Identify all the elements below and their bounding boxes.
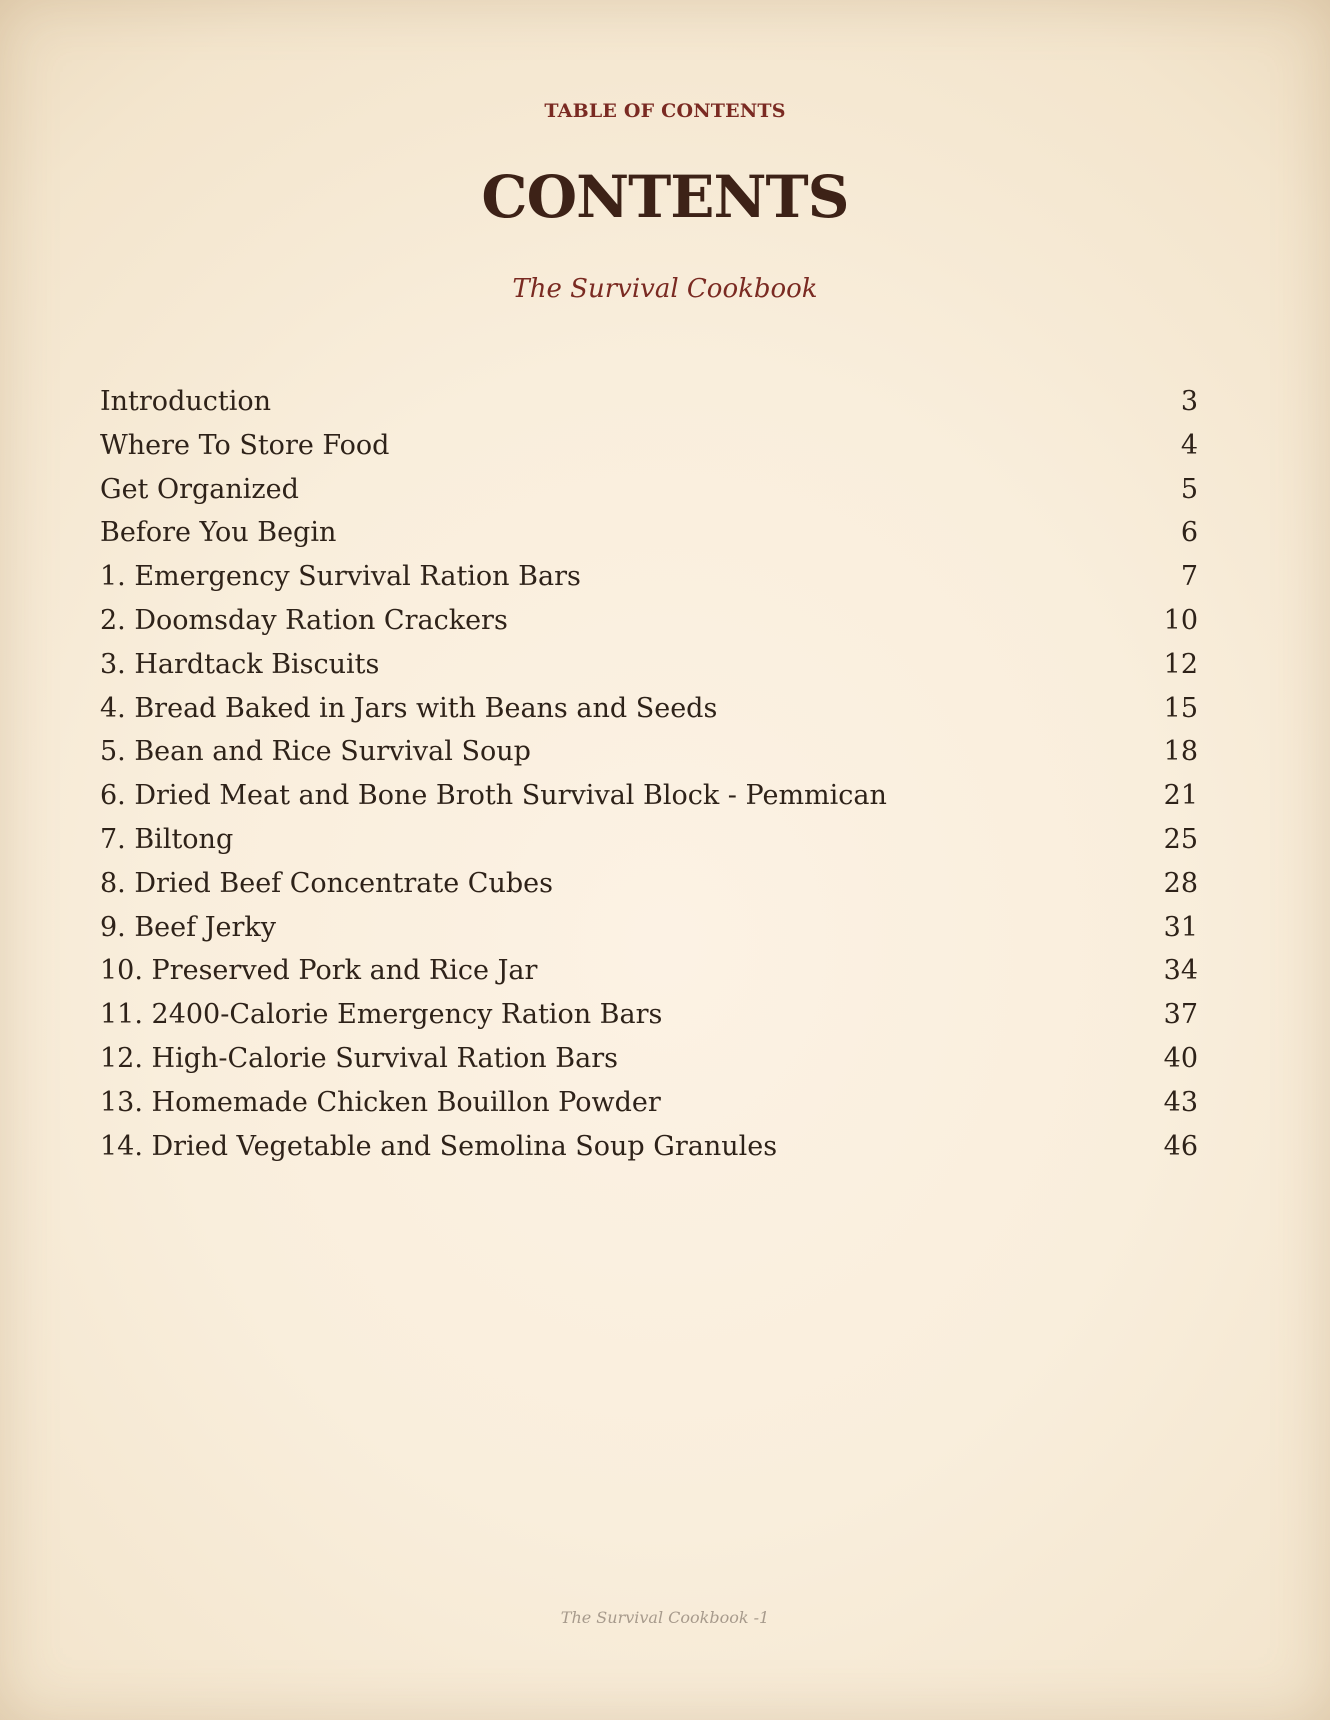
toc-entry-page-number: 34: [1163, 955, 1198, 987]
toc-entry-title: 6. Dried Meat and Bone Broth Survival Block - Pemmican: [100, 780, 887, 812]
toc-entry-title: 4. Bread Baked in Jars with Beans and Seeds: [100, 692, 718, 724]
toc-entry-page-number: 40: [1163, 1042, 1198, 1074]
toc-entry[interactable]: [100, 605, 1198, 649]
toc-entry[interactable]: [100, 912, 1198, 956]
toc-entry-title: 1. Emergency Survival Ration Bars: [100, 561, 581, 593]
toc-entry[interactable]: [100, 868, 1198, 912]
toc-entry-title: 12. High-Calorie Survival Ration Bars: [100, 1042, 618, 1074]
toc-entry-page-number: 3: [1180, 386, 1198, 417]
toc-entry[interactable]: [100, 780, 1198, 824]
toc-entry-page-number: 46: [1163, 1130, 1198, 1162]
toc-entry[interactable]: [100, 736, 1198, 780]
toc-entry[interactable]: [100, 693, 1198, 737]
toc-entry-page-number: 31: [1163, 911, 1198, 943]
toc-entry-page-number: 21: [1163, 780, 1198, 812]
toc-entry-title: 14. Dried Vegetable and Semolina Soup Granules: [100, 1130, 778, 1162]
toc-entry-title: Where To Store Food: [100, 429, 390, 461]
toc-entry-page-number: 5: [1180, 473, 1198, 505]
book-subtitle: The Survival Cookbook: [512, 274, 818, 304]
toc-entry-title: 11. 2400-Calorie Emergency Ration Bars: [100, 999, 663, 1031]
toc-entry-title: 3. Hardtack Biscuits: [100, 648, 380, 680]
running-head: TABLE OF CONTENTS: [544, 100, 786, 122]
toc-entry-title: 5. Bean and Rice Survival Soup: [100, 736, 531, 768]
toc-entry[interactable]: [100, 824, 1198, 868]
toc-entry-title: 13. Homemade Chicken Bouillon Powder: [100, 1086, 661, 1118]
toc-entry-page-number: 6: [1180, 517, 1198, 549]
toc-entry[interactable]: [100, 649, 1198, 693]
table-of-contents: [100, 386, 1198, 1174]
toc-entry-page-number: 7: [1180, 561, 1198, 593]
toc-entry[interactable]: [100, 1131, 1198, 1175]
toc-entry-title: 2. Doomsday Ration Crackers: [100, 604, 508, 636]
toc-entry-page-number: 37: [1163, 999, 1198, 1031]
page-title: CONTENTS: [481, 163, 849, 231]
toc-entry-title: 10. Preserved Pork and Rice Jar: [100, 955, 538, 987]
toc-entry[interactable]: [100, 1043, 1198, 1087]
toc-entry-title: Get Organized: [100, 473, 299, 505]
toc-entry[interactable]: [100, 517, 1198, 561]
toc-entry-title: Before You Begin: [100, 517, 337, 549]
toc-entry[interactable]: [100, 1087, 1198, 1131]
page-footer: The Survival Cookbook -1: [560, 1608, 770, 1627]
toc-entry[interactable]: [100, 999, 1198, 1043]
toc-entry[interactable]: [100, 474, 1198, 518]
toc-entry-page-number: 18: [1163, 736, 1198, 768]
toc-entry-page-number: 15: [1163, 692, 1198, 724]
toc-entry[interactable]: [100, 386, 1198, 430]
toc-entry-title: 8. Dried Beef Concentrate Cubes: [100, 867, 553, 899]
toc-entry-page-number: 25: [1163, 823, 1198, 855]
toc-entry[interactable]: [100, 955, 1198, 999]
toc-entry-title: Introduction: [100, 386, 271, 417]
toc-entry-title: 9. Beef Jerky: [100, 911, 277, 943]
toc-entry[interactable]: [100, 561, 1198, 605]
toc-entry-page-number: 4: [1180, 429, 1198, 461]
toc-entry-page-number: 28: [1163, 867, 1198, 899]
toc-entry-page-number: 10: [1163, 604, 1198, 636]
toc-entry-page-number: 43: [1163, 1086, 1198, 1118]
toc-entry-page-number: 12: [1163, 648, 1198, 680]
toc-entry[interactable]: [100, 430, 1198, 474]
toc-entry-title: 7. Biltong: [100, 823, 234, 855]
